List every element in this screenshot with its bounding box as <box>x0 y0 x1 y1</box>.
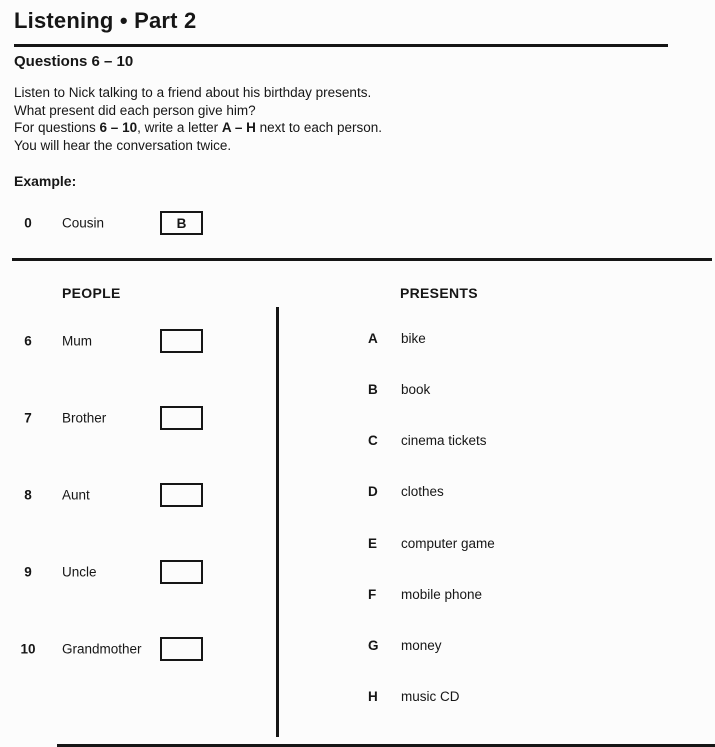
present-letter: B <box>368 382 378 397</box>
question-number: 7 <box>24 410 32 426</box>
people-column-heading: PEOPLE <box>62 285 121 301</box>
answer-box-6[interactable] <box>160 329 203 353</box>
question-number: 9 <box>24 564 32 580</box>
present-option-e <box>350 536 710 553</box>
present-letter: G <box>368 638 379 653</box>
present-letter: C <box>368 433 378 448</box>
present-label: clothes <box>401 484 444 499</box>
present-letter: F <box>368 587 377 602</box>
question-number: 6 <box>24 333 32 349</box>
person-label: Aunt <box>62 487 90 503</box>
column-divider <box>276 307 279 737</box>
present-letter: E <box>368 536 378 551</box>
present-letter: D <box>368 484 378 499</box>
answer-box-10[interactable] <box>160 637 203 661</box>
present-letter: A <box>368 331 378 346</box>
instruction-line-3 <box>14 119 382 137</box>
presents-column-heading: PRESENTS <box>400 285 478 301</box>
example-answer-box: B <box>160 211 203 235</box>
present-option-a <box>350 331 710 348</box>
instruction-line-1: Listen to Nick talking to a friend about his birthday presents. <box>14 85 372 100</box>
question-row-8 <box>0 483 280 507</box>
present-option-d <box>350 484 710 501</box>
question-row-10 <box>0 637 280 661</box>
present-label: music CD <box>401 689 460 704</box>
page-title: Listening • Part 2 <box>14 8 197 33</box>
answer-box-8[interactable] <box>160 483 203 507</box>
instruction-line-3-range: 6 – 10 <box>99 120 138 135</box>
section-divider <box>12 258 712 261</box>
question-row-6 <box>0 329 280 353</box>
example-number: 0 <box>24 215 32 231</box>
instruction-line-3-post: next to each person. <box>255 120 382 135</box>
present-label: bike <box>401 331 426 346</box>
present-option-c <box>350 433 710 450</box>
person-label: Grandmother <box>62 641 142 657</box>
question-number: 8 <box>24 487 32 503</box>
person-label: Uncle <box>62 564 97 580</box>
instruction-line-3-mid: , write a letter <box>137 120 222 135</box>
question-row-9 <box>0 560 280 584</box>
present-option-f <box>350 587 710 604</box>
present-option-h <box>350 689 710 706</box>
present-letter: H <box>368 689 378 704</box>
present-label: money <box>401 638 442 653</box>
title-divider <box>14 44 668 47</box>
person-label: Mum <box>62 333 92 349</box>
questions-range-heading: Questions 6 – 10 <box>14 53 134 70</box>
instruction-line-3-letters: A – H <box>221 120 256 135</box>
present-label: cinema tickets <box>401 433 487 448</box>
present-label: book <box>401 382 431 397</box>
instruction-line-3-pre: For questions <box>14 120 100 135</box>
instruction-line-4: You will hear the conversation twice. <box>14 137 232 153</box>
answer-box-9[interactable] <box>160 560 203 584</box>
answer-box-7[interactable] <box>160 406 203 430</box>
present-label: computer game <box>401 536 495 551</box>
example-row <box>0 211 280 235</box>
example-label: Example: <box>14 173 77 189</box>
instructions-block <box>14 84 382 154</box>
present-label: mobile phone <box>401 587 483 602</box>
question-row-7 <box>0 406 280 430</box>
question-number: 10 <box>20 641 36 657</box>
present-option-g <box>350 638 710 655</box>
present-option-b <box>350 382 710 399</box>
instruction-line-2: What present did each person give him? <box>14 102 256 118</box>
example-person-label: Cousin <box>62 215 105 231</box>
person-label: Brother <box>62 410 107 426</box>
